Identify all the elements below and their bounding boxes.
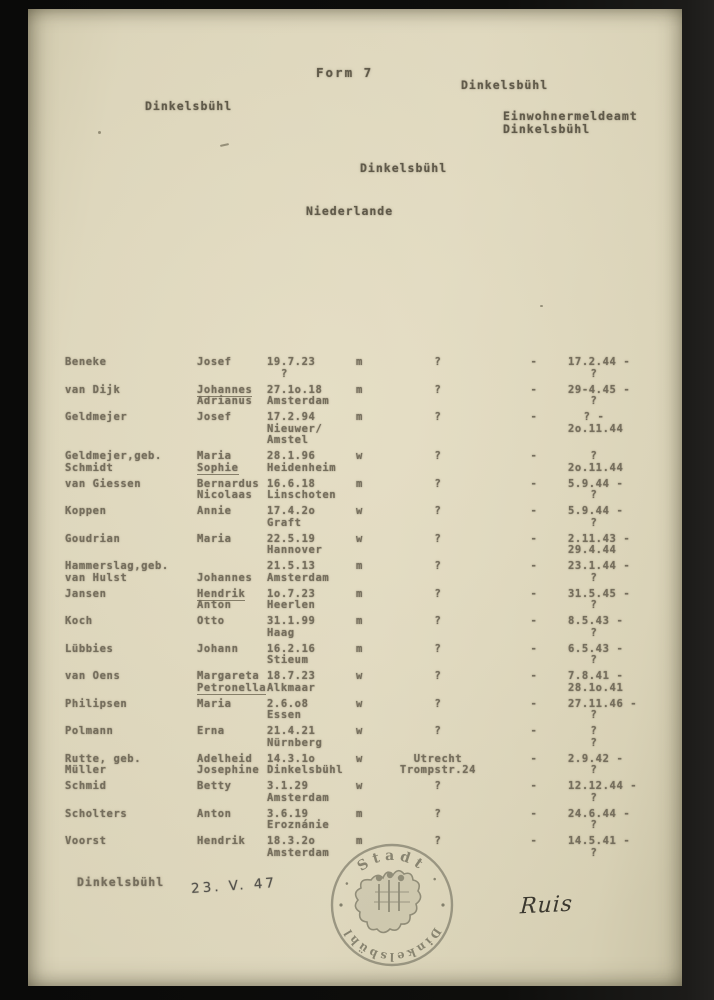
cell-dash: -: [530, 505, 538, 517]
cell-gender: m: [356, 356, 363, 368]
table-line: [28, 395, 682, 407]
cell-surname: van Giessen: [65, 477, 142, 490]
table-line: [28, 588, 682, 600]
table-line: [28, 737, 682, 749]
cell-birth: 19.7.23: [267, 356, 316, 368]
cell-residence: Utrecht: [413, 752, 463, 765]
cell-surname: Beneke: [65, 356, 107, 368]
table-row: [28, 560, 682, 583]
header-place-right: Dinkelsbühl: [461, 78, 549, 92]
country-label: Niederlande: [306, 204, 394, 218]
cell-date: ?: [590, 599, 598, 611]
table-row: [28, 753, 682, 776]
table-line: [28, 462, 682, 474]
cell-surname: van Oens: [65, 670, 121, 682]
cell-birth: 3.1.29: [267, 780, 309, 792]
table-row: [28, 698, 682, 721]
city-seal-stamp: [327, 840, 457, 970]
cell-birth: 16.2.16: [267, 642, 316, 655]
cell-date: ? -: [583, 411, 605, 423]
seal-text-top: · Stadt ·: [339, 847, 445, 890]
cell-dash: -: [530, 670, 538, 682]
cell-residence: ?: [434, 670, 442, 682]
cell-gender: m: [356, 615, 363, 627]
cell-birth: Dinkelsbühl: [267, 764, 344, 776]
cell-date: 6.5.43 -: [568, 642, 624, 655]
cell-birth: Amstel: [267, 434, 309, 446]
cell-birth: Essen: [267, 709, 302, 721]
cell-surname: Goudrian: [65, 532, 121, 545]
cell-date: 2o.11.44: [568, 422, 624, 435]
cell-surname: Geldmejer,geb.: [65, 450, 162, 462]
cell-surname: Scholters: [65, 807, 128, 820]
cell-date: 29.4.44: [568, 544, 617, 556]
cell-date: ?: [590, 819, 598, 831]
cell-gender: m: [356, 477, 363, 490]
cell-surname: Jansen: [65, 587, 107, 600]
cell-date: ?: [590, 846, 598, 859]
table-line: [28, 792, 682, 804]
cell-given: Anton: [197, 599, 232, 611]
table-row: [28, 356, 682, 379]
svg-text:Dinkelsbühl: [340, 925, 445, 964]
cell-birth: 2.6.o8: [267, 697, 309, 710]
cell-date: 14.5.41 -: [568, 835, 631, 847]
cell-birth: 1o.7.23: [267, 587, 316, 600]
table-row: [28, 450, 682, 473]
cell-birth: Haag: [267, 626, 295, 639]
cell-given: Hendrik: [197, 587, 246, 600]
cell-given: Maria: [197, 532, 232, 545]
cell-given: Adelheid: [197, 752, 253, 765]
cell-birth: Graft: [267, 516, 302, 529]
table-line: [28, 434, 682, 446]
cell-dash: -: [530, 752, 538, 765]
table-line: [28, 764, 682, 776]
cell-dash: -: [530, 642, 538, 655]
cell-birth: Amsterdam: [267, 571, 330, 584]
cell-residence: ?: [434, 532, 442, 545]
table-line: [28, 670, 682, 682]
cell-surname: Schmid: [65, 780, 107, 792]
cell-residence: ?: [434, 587, 442, 600]
office-place: Dinkelsbühl: [503, 121, 591, 136]
cell-birth: 17.4.2o: [267, 505, 316, 517]
cell-birth: 21.5.13: [267, 560, 316, 572]
cell-residence: ?: [434, 642, 442, 655]
table-line: [28, 599, 682, 611]
table-row: [28, 725, 682, 748]
persons-table: [28, 356, 682, 863]
table-row: [28, 478, 682, 501]
cell-date: 2.9.42 -: [568, 752, 624, 765]
cell-date: ?: [590, 725, 598, 737]
table-line: [28, 725, 682, 737]
cell-date: ?: [590, 571, 598, 584]
cell-dash: -: [530, 835, 538, 847]
table-row: [28, 588, 682, 611]
cell-gender: w: [356, 532, 363, 545]
cell-gender: w: [356, 697, 363, 710]
table-line: [28, 560, 682, 572]
cell-date: ?: [590, 764, 598, 776]
cell-birth: Heerlen: [267, 599, 316, 611]
cell-residence: ?: [434, 725, 442, 737]
cell-surname: Geldmejer: [65, 411, 128, 423]
cell-surname: Polmann: [65, 725, 114, 737]
paper-speck: [540, 305, 543, 307]
cell-date: 5.9.44 -: [568, 477, 624, 490]
cell-birth: Heidenheim: [267, 461, 337, 474]
cell-dash: -: [530, 356, 538, 368]
cell-dash: -: [530, 725, 538, 737]
cell-dash: -: [530, 560, 538, 572]
cell-date: 28.1o.41: [568, 681, 624, 694]
table-line: [28, 423, 682, 435]
cell-gender: w: [356, 505, 363, 517]
cell-given: Annie: [197, 505, 232, 517]
cell-surname: Philipsen: [65, 697, 128, 710]
table-row: [28, 533, 682, 556]
cell-residence: ?: [434, 383, 442, 396]
cell-given: Adrianus: [197, 395, 253, 407]
cell-birth: Eroznánie: [267, 819, 330, 831]
cell-birth: Nürnberg: [267, 736, 323, 749]
cell-dash: -: [530, 532, 538, 545]
cell-date: ?: [590, 516, 598, 529]
table-line: [28, 615, 682, 627]
cell-residence: ?: [434, 450, 442, 462]
cell-surname: Müller: [65, 764, 107, 776]
cell-date: 27.11.46 -: [568, 697, 638, 710]
table-line: [28, 654, 682, 666]
table-row: [28, 505, 682, 528]
cell-dash: -: [530, 450, 538, 462]
cell-given: Johann: [197, 642, 239, 655]
cell-birth: Amsterdam: [267, 791, 330, 804]
cell-dash: -: [530, 383, 538, 396]
cell-date: 2o.11.44: [568, 461, 624, 474]
cell-date: 31.5.45 -: [568, 587, 631, 600]
cell-gender: w: [356, 780, 363, 792]
office-block: [503, 110, 638, 135]
cell-surname: Koch: [65, 615, 93, 627]
header-place-center: Dinkelsbühl: [360, 161, 448, 175]
cell-dash: -: [530, 780, 538, 792]
cell-residence: ?: [434, 615, 442, 627]
cell-given: Petronella: [197, 681, 267, 694]
cell-date: 12.12.44 -: [568, 780, 638, 792]
cell-given: Maria: [197, 697, 232, 710]
cell-residence: ?: [434, 560, 442, 572]
cell-given: Otto: [197, 615, 225, 627]
table-line: [28, 544, 682, 556]
cell-date: ?: [590, 654, 598, 666]
cell-given: Johannes: [197, 571, 253, 584]
cell-gender: m: [356, 560, 363, 572]
cell-date: ?: [590, 736, 598, 749]
cell-surname: van Hulst: [65, 571, 128, 584]
cell-surname: van Dijk: [65, 383, 121, 396]
cell-dash: -: [530, 477, 538, 490]
cell-birth: Amsterdam: [267, 395, 330, 407]
paper-speck: [220, 143, 229, 147]
cell-residence: ?: [434, 835, 442, 847]
table-row: [28, 643, 682, 666]
table-line: [28, 505, 682, 517]
cell-gender: w: [356, 450, 363, 462]
cell-given: Josephine: [197, 764, 260, 776]
cell-given: Hendrik: [197, 835, 246, 847]
cell-gender: w: [356, 670, 363, 682]
cell-given: Josef: [197, 411, 232, 423]
cell-date: 7.8.41 -: [568, 670, 624, 682]
cell-gender: m: [356, 642, 363, 655]
cell-birth: 28.1.96: [267, 450, 316, 462]
cell-birth: 16.6.18: [267, 477, 316, 490]
table-row: [28, 384, 682, 407]
cell-gender: w: [356, 752, 363, 765]
table-line: [28, 450, 682, 462]
table-line: [28, 368, 682, 380]
cell-date: ?: [590, 709, 598, 721]
footer-place: Dinkelsbühl: [77, 875, 165, 889]
office-name: Einwohnermeldeamt: [503, 109, 638, 123]
table-line: [28, 517, 682, 529]
table-line: [28, 411, 682, 423]
cell-residence: ?: [434, 411, 442, 423]
cell-birth: Nieuwer/: [267, 422, 323, 435]
cell-date: 17.2.44 -: [568, 356, 631, 368]
date-stamp: 23. V. 47: [190, 875, 278, 897]
seal-text-bottom: Dinkelsbühl: [339, 925, 445, 965]
cell-birth: 27.1o.18: [267, 383, 323, 396]
table-line: [28, 643, 682, 655]
cell-residence: ?: [434, 697, 442, 710]
cell-date: 5.9.44 -: [568, 505, 624, 517]
table-row: [28, 615, 682, 638]
cell-residence: ?: [434, 807, 442, 820]
cell-birth: 31.1.99: [267, 615, 316, 627]
cell-birth: Amsterdam: [267, 846, 330, 859]
cell-date: ?: [590, 367, 598, 380]
cell-birth: 21.4.21: [267, 725, 316, 737]
table-line: [28, 478, 682, 490]
cell-dash: -: [530, 411, 538, 423]
cell-gender: m: [356, 807, 363, 820]
cell-given: Anton: [197, 807, 232, 820]
table-line: [28, 627, 682, 639]
cell-date: 29-4.45 -: [568, 383, 631, 396]
cell-surname: Koppen: [65, 505, 107, 517]
table-line: [28, 682, 682, 694]
cell-residence: ?: [434, 477, 442, 490]
table-row: [28, 808, 682, 831]
table-row: [28, 411, 682, 446]
cell-given: Betty: [197, 780, 232, 792]
cell-surname: Schmidt: [65, 461, 114, 474]
cell-date: ?: [590, 450, 598, 462]
cell-dash: -: [530, 615, 538, 627]
cell-gender: m: [356, 587, 363, 600]
form-title: Form 7: [316, 65, 374, 80]
cell-given: Bernardus: [197, 477, 260, 490]
cell-date: ?: [590, 626, 598, 639]
cell-surname: Hammerslag,geb.: [65, 560, 169, 572]
cell-birth: 18.7.23: [267, 670, 316, 682]
header-place-left: Dinkelsbühl: [145, 99, 233, 113]
cell-surname: Lübbies: [65, 642, 114, 655]
cell-given: Johannes: [197, 383, 253, 396]
cell-surname: Rutte, geb.: [65, 752, 142, 765]
cell-birth: 22.5.19: [267, 532, 316, 545]
cell-residence: Trompstr.24: [399, 764, 477, 776]
cell-surname: Voorst: [65, 835, 107, 847]
cell-given: Sophie: [197, 461, 239, 474]
cell-given: Margareta: [197, 670, 260, 682]
cell-given: Maria: [197, 450, 232, 462]
cell-dash: -: [530, 587, 538, 600]
cell-gender: m: [356, 411, 363, 423]
table-line: [28, 753, 682, 765]
table-line: [28, 384, 682, 396]
cell-date: 2.11.43 -: [568, 532, 631, 545]
document-page: [28, 9, 682, 986]
cell-given: Erna: [197, 725, 225, 737]
cell-birth: Linschoten: [267, 489, 337, 501]
table-row: [28, 670, 682, 693]
cell-dash: -: [530, 697, 538, 710]
table-line: [28, 698, 682, 710]
table-line: [28, 572, 682, 584]
table-line: [28, 709, 682, 721]
cell-birth: 3.6.19: [267, 807, 309, 820]
cell-birth: Stieum: [267, 654, 309, 666]
table-row: [28, 780, 682, 803]
cell-birth: 14.3.1o: [267, 752, 316, 765]
seal-coat-of-arms: [355, 871, 420, 933]
handwritten-signature: Ruis: [519, 891, 574, 920]
cell-gender: w: [356, 725, 363, 737]
table-line: [28, 808, 682, 820]
cell-residence: ?: [434, 780, 442, 792]
cell-gender: m: [356, 835, 363, 847]
table-line: [28, 780, 682, 792]
cell-birth: 18.3.2o: [267, 835, 316, 847]
cell-date: ?: [590, 791, 598, 804]
cell-gender: m: [356, 383, 363, 396]
cell-date: ?: [590, 395, 598, 407]
cell-date: 8.5.43 -: [568, 615, 624, 627]
cell-date: 23.1.44 -: [568, 560, 631, 572]
table-line: [28, 489, 682, 501]
cell-birth: Alkmaar: [267, 681, 316, 694]
cell-date: ?: [590, 489, 598, 501]
table-line: [28, 356, 682, 368]
cell-given: Nicolaas: [197, 489, 253, 501]
cell-birth: Hannover: [267, 544, 323, 556]
cell-given: Josef: [197, 356, 232, 368]
cell-residence: ?: [434, 505, 442, 517]
cell-residence: ?: [434, 356, 442, 368]
cell-birth: ?: [281, 367, 288, 380]
cell-date: 24.6.44 -: [568, 807, 631, 820]
table-line: [28, 533, 682, 545]
table-line: [28, 819, 682, 831]
cell-dash: -: [530, 807, 538, 820]
paper-speck: [98, 131, 101, 134]
cell-birth: 17.2.94: [267, 411, 316, 423]
